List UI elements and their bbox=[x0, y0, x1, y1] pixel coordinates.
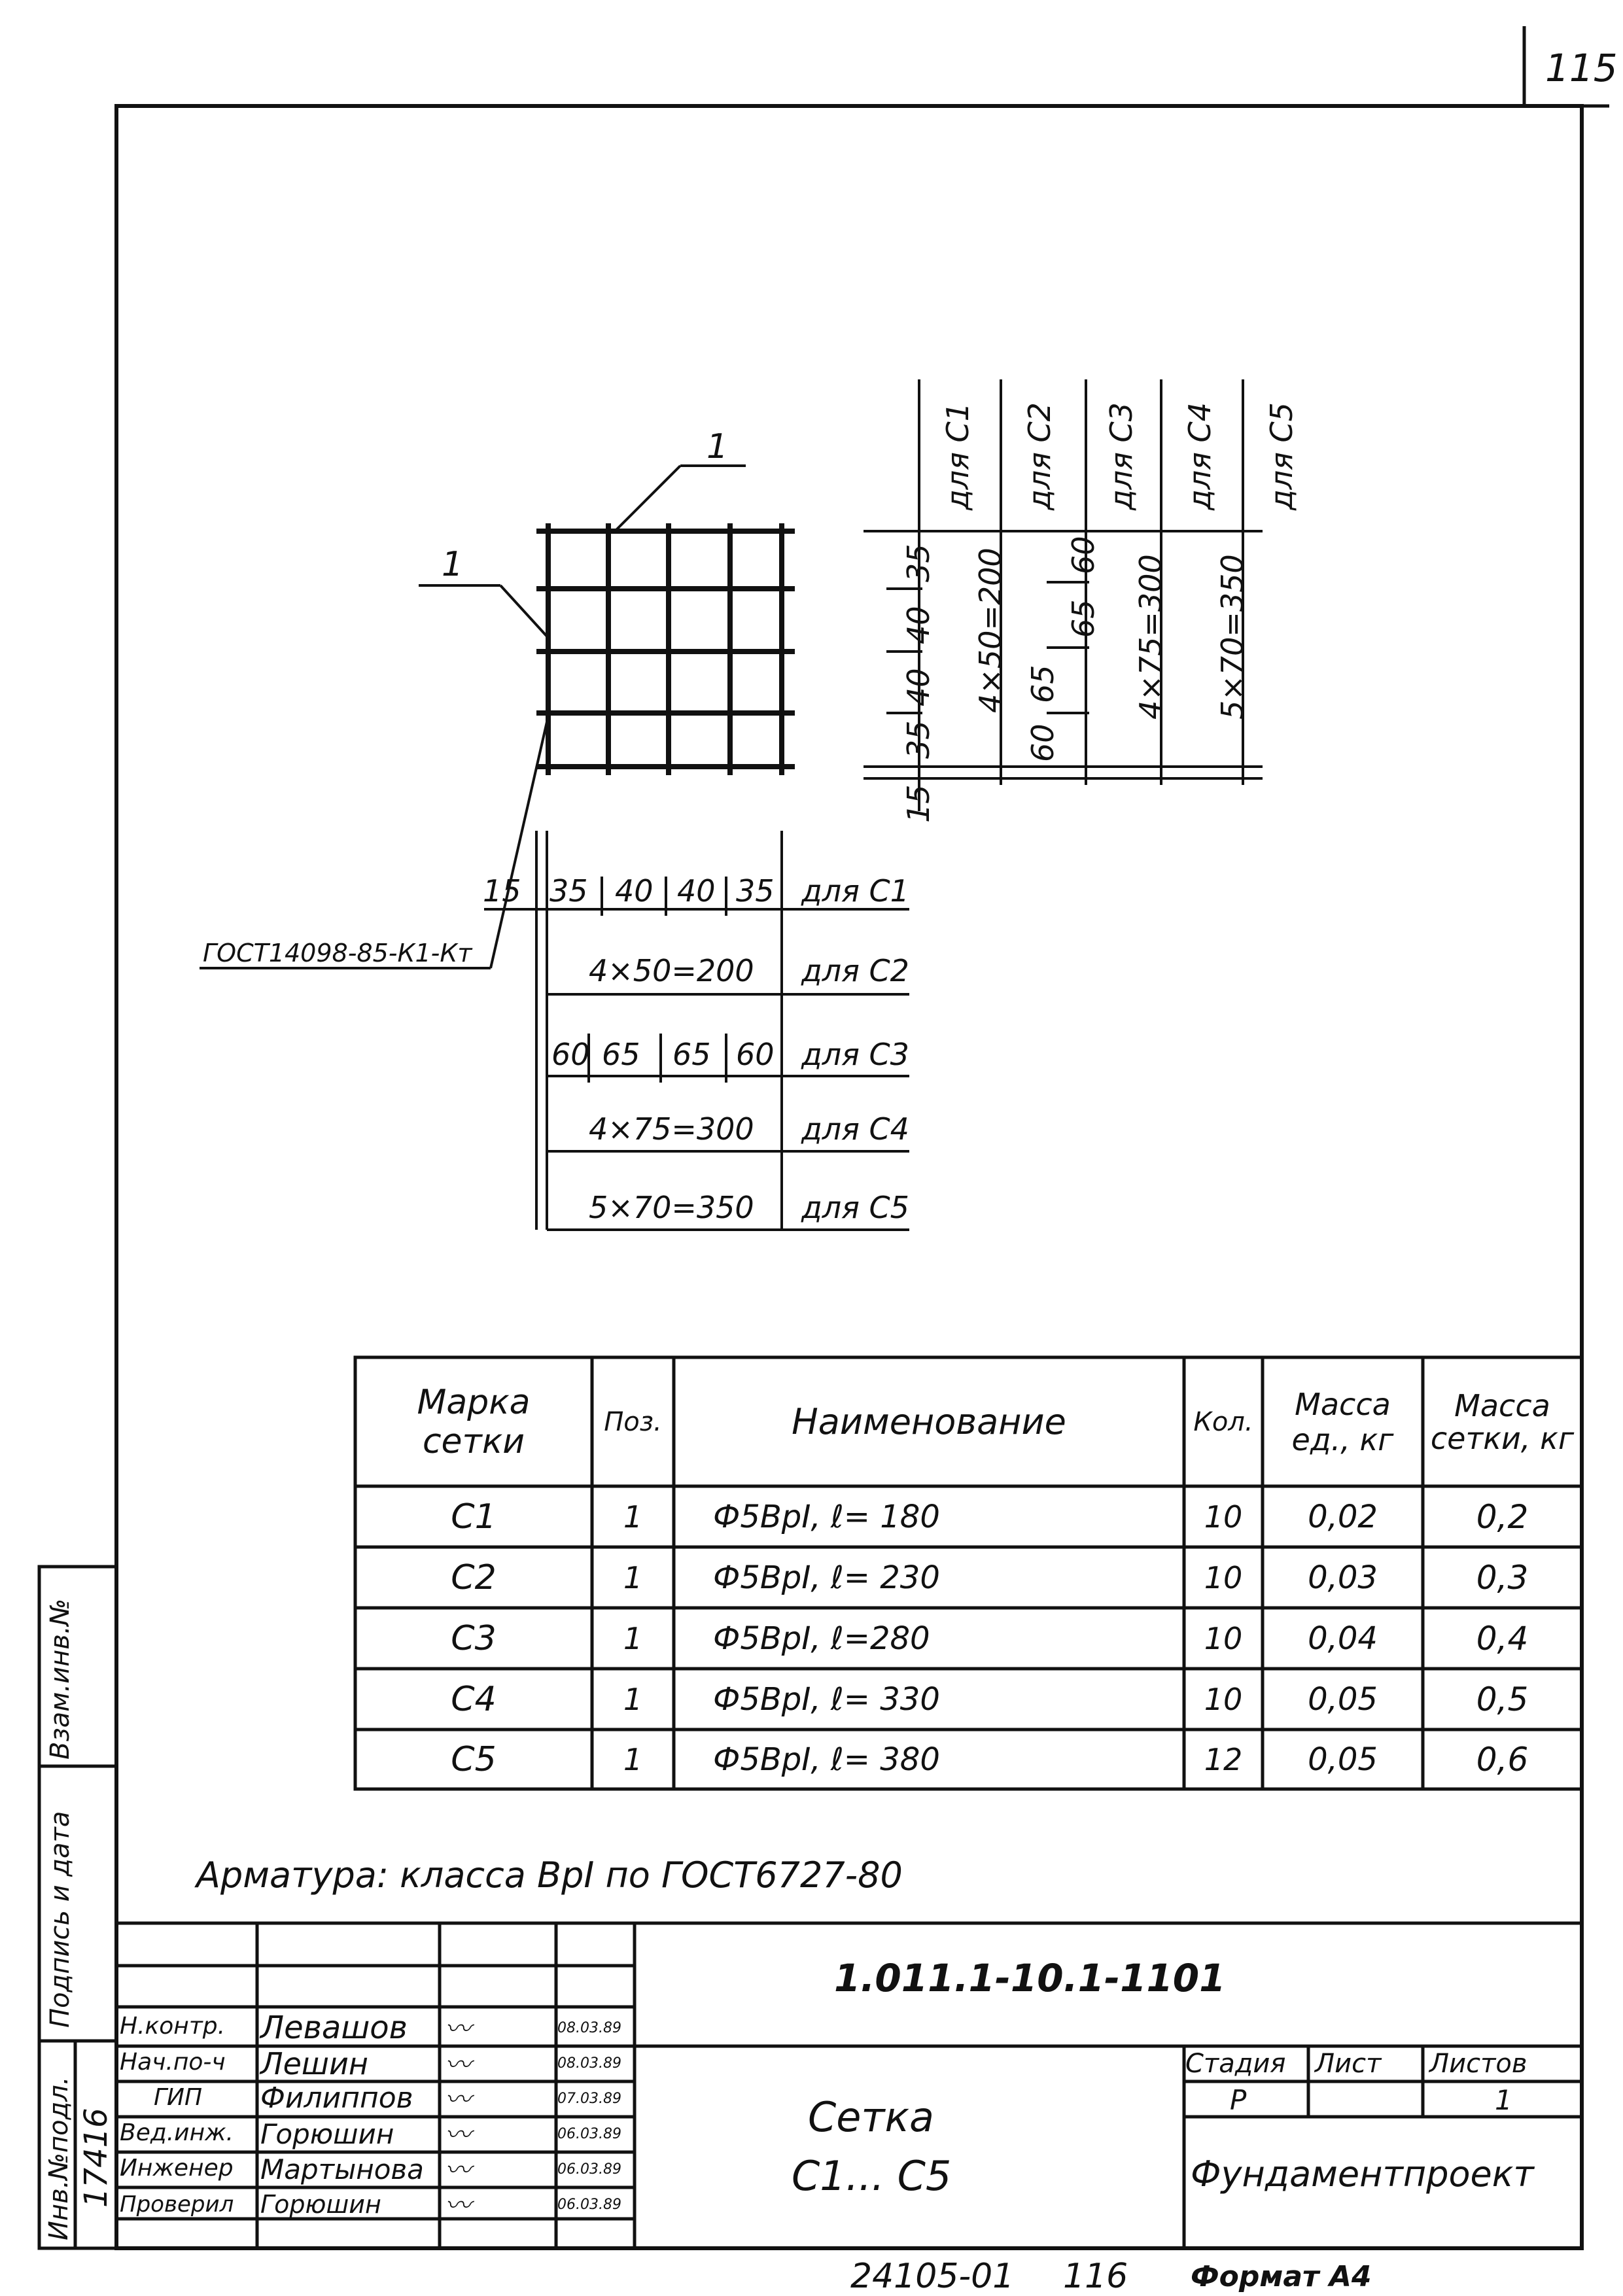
table-header-mark: Марка сетки bbox=[417, 1382, 531, 1461]
table-cell-name: Ф5ВрI, ℓ= 180 bbox=[713, 1498, 940, 1535]
table-cell-pos: 1 bbox=[623, 1559, 643, 1595]
staff-date: 08.03.89 bbox=[557, 2020, 621, 2036]
hdim-c4-label: для С4 bbox=[801, 1111, 909, 1147]
table-header-mesh-mass: Масса сетки, кг bbox=[1430, 1387, 1575, 1456]
staff-date: 07.03.89 bbox=[557, 2091, 621, 2107]
table-header-qty: Кол. bbox=[1193, 1406, 1253, 1437]
table-cell-mesh-mass: 0,3 bbox=[1476, 1558, 1529, 1597]
page-number: 116 bbox=[1063, 2257, 1128, 2296]
table-cell-unit-mass: 0,05 bbox=[1308, 1741, 1378, 1778]
staff-date: 06.03.89 bbox=[557, 2161, 621, 2178]
organization-name: Фундаментпроект bbox=[1191, 2153, 1534, 2195]
staff-name: Мартынова bbox=[260, 2153, 424, 2185]
side-stamp-inv-podl: Инв.№подл. bbox=[44, 2076, 74, 2240]
table-cell-mark: С5 bbox=[451, 1739, 497, 1779]
table-cell-mark: С1 bbox=[451, 1497, 497, 1537]
table-header-unit-mass: Масса ед., кг bbox=[1291, 1386, 1394, 1457]
hdim-c1-seg-1: 35 bbox=[550, 873, 588, 909]
sheet-header: Лист bbox=[1315, 2049, 1382, 2079]
table-cell-mark: С4 bbox=[451, 1679, 497, 1719]
sheets-value: 1 bbox=[1495, 2084, 1512, 2116]
hdim-c2-seg: 4×50=200 bbox=[589, 953, 754, 988]
vdim-c2-label: для С2 bbox=[1022, 402, 1057, 510]
title-line-1: Сетка bbox=[808, 2093, 934, 2141]
table-cell-qty: 10 bbox=[1204, 1620, 1243, 1656]
table-cell-pos: 1 bbox=[623, 1620, 643, 1656]
table-cell-pos: 1 bbox=[623, 1681, 643, 1717]
vdim-c3-seg-3: 65 bbox=[1025, 665, 1060, 703]
staff-date: 06.03.89 bbox=[557, 2126, 621, 2142]
table-cell-mark: С2 bbox=[451, 1557, 497, 1597]
table-cell-pos: 1 bbox=[623, 1741, 643, 1777]
vdim-c4-label: для С4 bbox=[1182, 402, 1217, 510]
table-cell-mesh-mass: 0,2 bbox=[1476, 1497, 1529, 1536]
staff-date: 06.03.89 bbox=[557, 2197, 621, 2213]
table-cell-name: Ф5ВрI, ℓ=280 bbox=[713, 1620, 930, 1657]
side-stamp-podpis-data: Подпись и дата bbox=[45, 1811, 75, 2028]
hdim-c3-seg-4: 60 bbox=[736, 1037, 775, 1072]
table-cell-name: Ф5ВрI, ℓ= 330 bbox=[713, 1680, 940, 1718]
hdim-c1-label: для С1 bbox=[801, 873, 909, 909]
document-designation: 1.011.1-10.1-1101 bbox=[834, 1956, 1226, 2000]
table-cell-mesh-mass: 0,5 bbox=[1476, 1680, 1529, 1718]
callout-label-left: 1 bbox=[442, 545, 464, 584]
table-header-pos: Поз. bbox=[604, 1406, 662, 1437]
hdim-c3-label: для С3 bbox=[801, 1037, 909, 1072]
staff-date: 08.03.89 bbox=[557, 2055, 621, 2072]
format-label: Формат А4 bbox=[1191, 2260, 1372, 2293]
hdim-c4-seg: 4×75=300 bbox=[589, 1111, 754, 1147]
hdim-c3-seg-1: 60 bbox=[551, 1037, 590, 1072]
hdim-c3-seg-3: 65 bbox=[672, 1037, 711, 1072]
table-cell-unit-mass: 0,04 bbox=[1308, 1620, 1378, 1657]
gost-weld-label: ГОСТ14098-85-К1-Кт bbox=[203, 939, 472, 967]
reinforcement-note: Арматура: класса ВрI по ГОСТ6727-80 bbox=[196, 1854, 903, 1896]
table-cell-mark: С3 bbox=[451, 1618, 497, 1658]
staff-role: ГИП bbox=[154, 2084, 203, 2111]
table-cell-qty: 10 bbox=[1204, 1559, 1243, 1595]
table-cell-qty: 10 bbox=[1204, 1499, 1243, 1535]
staff-name: Филиппов bbox=[260, 2081, 413, 2115]
staff-role: Вед.инж. bbox=[120, 2119, 234, 2146]
vdim-c5-seg: 5×70=350 bbox=[1215, 554, 1250, 720]
side-stamp-vzam-inv: Взам.инв.№ bbox=[45, 1598, 75, 1760]
vdim-c4-seg: 4×75=300 bbox=[1133, 554, 1168, 720]
table-cell-name: Ф5ВрI, ℓ= 230 bbox=[713, 1559, 940, 1596]
hdim-start-offset: 15 bbox=[483, 873, 521, 909]
vdim-start-offset: 15 bbox=[901, 784, 936, 823]
table-cell-unit-mass: 0,02 bbox=[1308, 1498, 1378, 1535]
staff-signature: 〰 bbox=[445, 2014, 471, 2044]
table-cell-unit-mass: 0,03 bbox=[1308, 1559, 1378, 1596]
table-cell-name: Ф5ВрI, ℓ= 380 bbox=[713, 1741, 940, 1778]
vdim-c5-label: для С5 bbox=[1264, 402, 1299, 510]
sheets-header: Листов bbox=[1429, 2049, 1527, 2079]
vdim-c1-seg-2: 40 bbox=[901, 606, 936, 644]
staff-signature: 〰 bbox=[445, 2120, 471, 2150]
staff-name: Левашов bbox=[260, 2009, 408, 2046]
staff-role: Проверил bbox=[120, 2191, 234, 2218]
mesh-grid bbox=[536, 523, 795, 775]
hdim-c1-seg-3: 40 bbox=[677, 873, 716, 909]
vdim-c2-seg: 4×50=200 bbox=[973, 548, 1008, 713]
hdim-c5-label: для С5 bbox=[801, 1190, 909, 1225]
vdim-c1-seg-3: 40 bbox=[901, 668, 936, 706]
staff-name: Горюшин bbox=[260, 2118, 394, 2150]
stage-value: Р bbox=[1230, 2084, 1247, 2116]
table-cell-pos: 1 bbox=[623, 1499, 643, 1535]
table-cell-qty: 12 bbox=[1204, 1741, 1243, 1777]
archive-number: 24105-01 bbox=[850, 2257, 1015, 2296]
vdim-c1-seg-4: 35 bbox=[901, 720, 936, 759]
staff-role: Инженер bbox=[120, 2155, 234, 2182]
leader-weld bbox=[491, 716, 548, 968]
hdim-c1-seg-4: 35 bbox=[736, 873, 775, 909]
title-line-2: С1... С5 bbox=[792, 2152, 952, 2200]
vdim-c3-seg-1: 60 bbox=[1066, 536, 1101, 574]
vdim-c3-seg-2: 65 bbox=[1066, 599, 1101, 638]
staff-name: Лешин bbox=[260, 2046, 368, 2081]
staff-signature: 〰 bbox=[445, 2191, 471, 2221]
hdim-c5-seg: 5×70=350 bbox=[589, 1190, 754, 1225]
leader-top bbox=[615, 466, 680, 531]
table-cell-qty: 10 bbox=[1204, 1681, 1243, 1717]
hdim-c2-label: для С2 bbox=[801, 953, 909, 988]
leader-left bbox=[500, 585, 548, 638]
staff-role: Нач.по-ч bbox=[120, 2049, 226, 2076]
sheet-number: 115 bbox=[1545, 46, 1618, 90]
staff-signature: 〰 bbox=[445, 2155, 471, 2185]
vdim-c1-label: для С1 bbox=[940, 402, 975, 510]
table-cell-mesh-mass: 0,4 bbox=[1476, 1619, 1529, 1658]
side-stamp-inv-number: 17416 bbox=[78, 2108, 114, 2208]
hdim-c3-seg-2: 65 bbox=[602, 1037, 640, 1072]
vdim-c3-seg-4: 60 bbox=[1025, 723, 1060, 762]
staff-signature: 〰 bbox=[445, 2050, 471, 2080]
staff-signature: 〰 bbox=[445, 2085, 471, 2115]
vdim-c1-seg-1: 35 bbox=[901, 544, 936, 582]
callout-label-top: 1 bbox=[707, 427, 729, 466]
table-cell-unit-mass: 0,05 bbox=[1308, 1680, 1378, 1718]
staff-name: Горюшин bbox=[260, 2190, 381, 2219]
hdim-c1-seg-2: 40 bbox=[615, 873, 654, 909]
table-header-name: Наименование bbox=[792, 1401, 1066, 1442]
staff-role: Н.контр. bbox=[120, 2013, 226, 2040]
table-cell-mesh-mass: 0,6 bbox=[1476, 1740, 1529, 1779]
sheet-frame bbox=[116, 106, 1582, 2248]
vdim-c3-label: для С3 bbox=[1104, 402, 1139, 510]
stage-header: Стадия bbox=[1185, 2049, 1286, 2079]
